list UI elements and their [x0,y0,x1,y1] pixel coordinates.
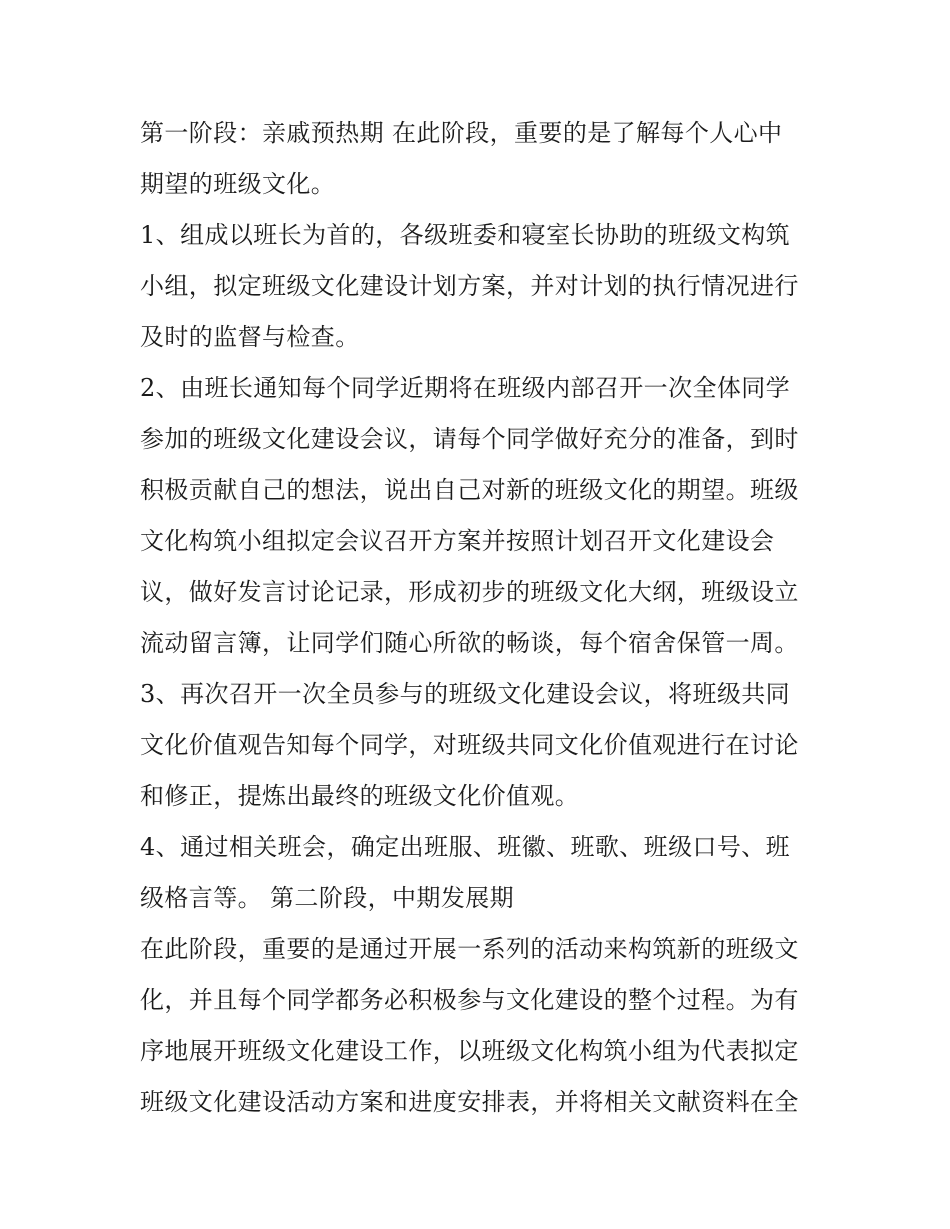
text-line: 议，做好发言讨论记录，形成初步的班级文化大纲，班级设立 [140,578,799,606]
text-line: 3、再次召开一次全员参与的班级文化建设会议，将班级共同 [140,680,791,708]
text-line: 级格言等。 第二阶段，中期发展期 [140,884,515,912]
text-line: 1、组成以班长为首的，各级班委和寝室长协助的班级文构筑 [140,221,791,249]
text-line: 文化构筑小组拟定会议召开方案并按照计划召开文化建设会 [140,527,775,555]
text-line: 序地展开班级文化建设工作，以班级文化构筑小组为代表拟定 [140,1037,799,1065]
text-line: 流动留言簿，让同学们随心所欲的畅谈，每个宿舍保管一周。 [140,629,799,657]
text-line: 小组，拟定班级文化建设计划方案，并对计划的执行情况进行 [140,272,799,300]
text-line: 和修正，提炼出最终的班级文化价值观。 [140,782,580,810]
text-line: 参加的班级文化建设会议，请每个同学做好充分的准备，到时 [140,425,799,453]
text-line: 及时的监督与检查。 [140,323,360,351]
text-line: 班级文化建设活动方案和进度安排表，并将相关文献资料在全 [140,1088,799,1116]
text-line: 化，并且每个同学都务必积极参与文化建设的整个过程。为有 [140,986,799,1014]
text-line: 第一阶段：亲戚预热期 在此阶段，重要的是了解每个人心中 [140,119,783,147]
text-line: 文化价值观告知每个同学，对班级共同文化价值观进行在讨论 [140,731,799,759]
text-line: 4、通过相关班会，确定出班服、班徽、班歌、班级口号、班 [140,833,791,861]
text-line: 积极贡献自己的想法，说出自己对新的班级文化的期望。班级 [140,476,799,504]
text-line: 期望的班级文化。 [140,170,336,198]
text-line: 2、由班长通知每个同学近期将在班级内部召开一次全体同学 [140,374,791,402]
document-body [140,108,820,1128]
text-line: 在此阶段，重要的是通过开展一系列的活动来构筑新的班级文 [140,935,799,963]
